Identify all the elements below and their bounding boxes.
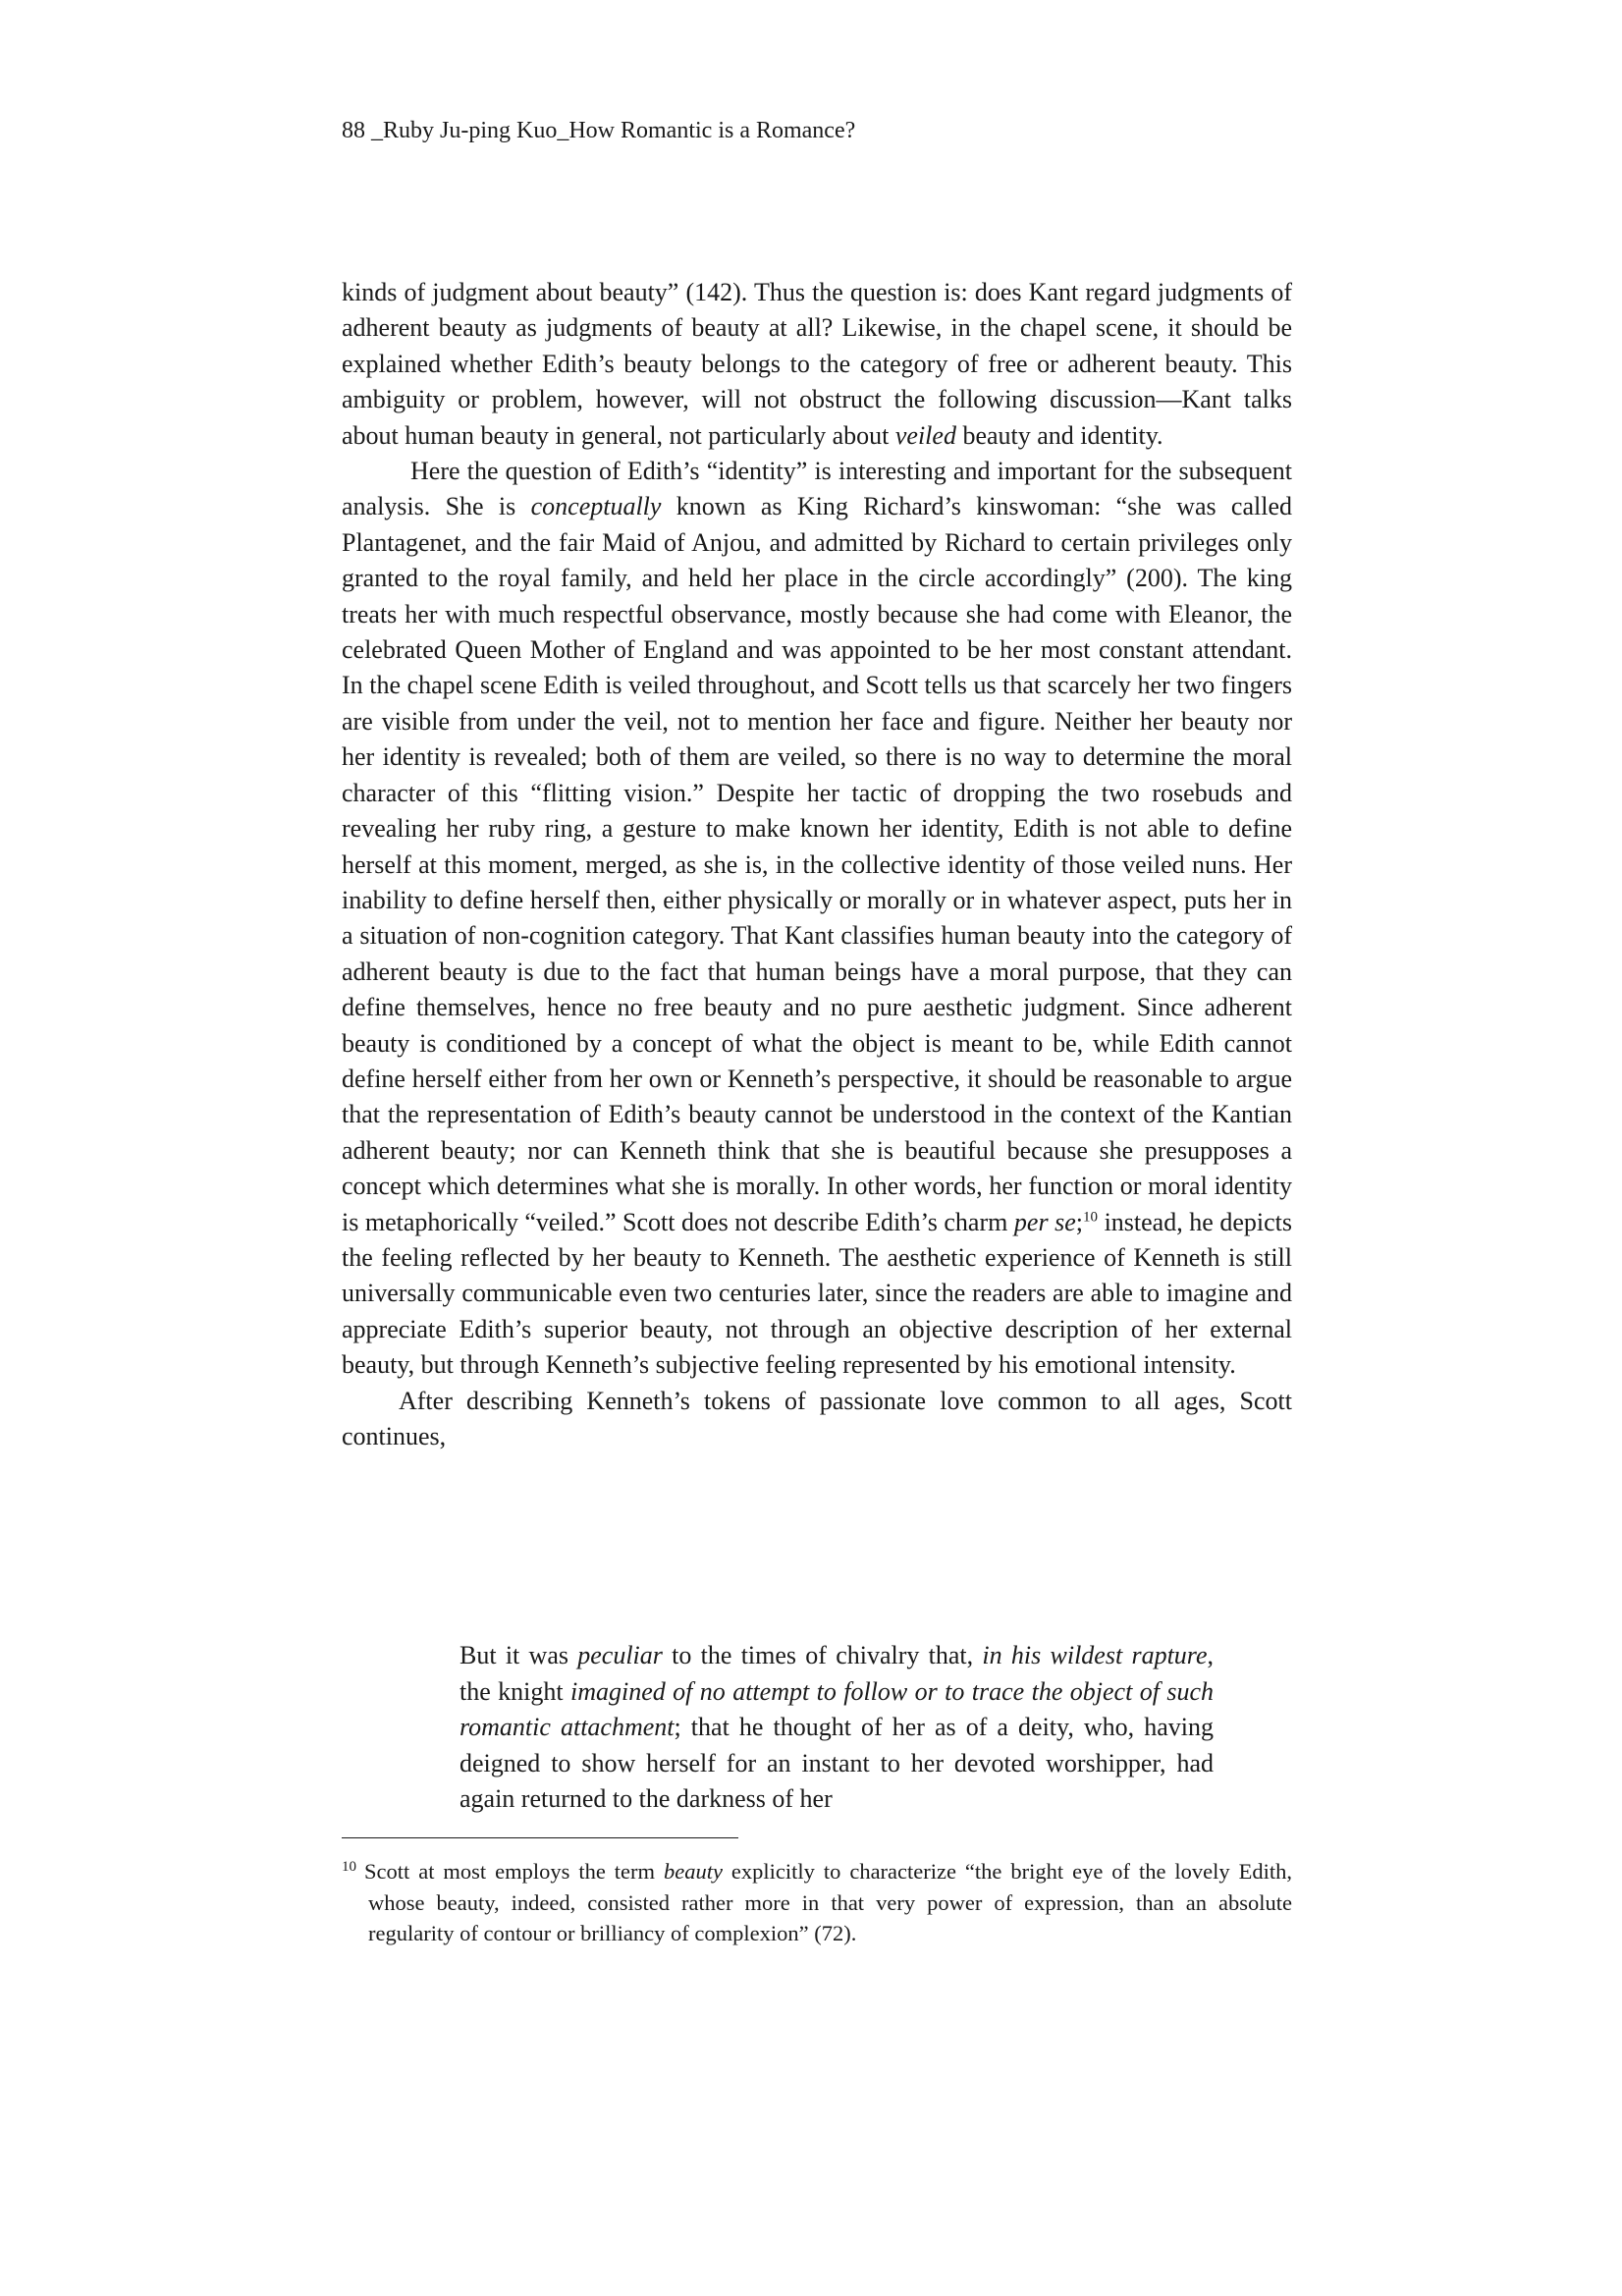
footnote [342,1852,1292,1949]
paragraph-1 [342,275,1292,454]
footnote-marker: 10 [342,1859,356,1875]
text-run: ; that he thought of her as of a deity, who, having deigned to show herself for an instant to her devoted worshipper, had again returned to the darkness of her [460,1713,1214,1814]
block-quote-text [460,1638,1214,1818]
paragraph-3 [342,1384,1292,1455]
block-quote [460,1638,1214,1818]
text-run: ; [1075,1207,1084,1236]
footnote-body [364,1859,1292,1945]
italic-run: per se [1013,1207,1076,1236]
text-run: instead, he depicts the feeling reflected by her beauty to Kenneth. The aesthetic experience of Kenneth is still universally communicable even two centuries later, since the readers are able to imagine and appreciate Edith’s superior beauty, not through an objective description of her external beauty, but through Kenneth’s subjective feeling represented by his emotional intensity. [342,1207,1292,1380]
italic-run: beauty [663,1859,723,1884]
italic-run: conceptually [530,492,662,521]
text-run: to the times of chivalry that, [662,1641,983,1669]
running-title: _Ruby Ju-ping Kuo_How Romantic is a Romance? [371,118,856,143]
italic-run: in his wildest rapture [982,1641,1208,1669]
text-run: Scott at most employs the term [364,1859,664,1884]
footnote-divider [342,1837,738,1838]
footnote-reference: 10 [1083,1208,1099,1225]
text-run: Here the question of Edith’s “identity” is interesting and important for the subsequent analysis. She is [342,457,1292,521]
running-header [342,116,855,145]
text-run: But it was [460,1641,578,1669]
footnote-text [342,1852,1292,1949]
text-run: After describing Kenneth’s tokens of passionate love common to all ages, Scott continues, [342,1386,1292,1450]
text-run: beauty and identity. [955,420,1163,450]
paragraph-2 [342,454,1292,1384]
text-run: kinds of judgment about beauty” (142). Thus the question is: does Kant regard judgments of adherent beauty as judgments of beauty at all? Likewise, in the chapel scene, it should be explained whether Edith’s beauty belongs to the category of free or adherent beauty. This ambiguity or problem, however, will not obstruct the following discussion—Kant talks about human beauty in general, not particularly about [342,278,1292,450]
text-run: known as King Richard’s kinswoman: “she was called Plantagenet, and the fair Maid of Anjou, and admitted by Richard to certain privileges only granted to the royal family, and held her place in the circle accordingly” (200). The king treats her with much respectful observance, mostly because she had come with Eleanor, the celebrated Queen Mother of England and was appointed to be her most constant attendant. In the chapel scene Edith is veiled throughout, and Scott tells us that scarcely her two fingers are visible from under the veil, not to mention her face and figure. Neither her beauty nor her identity is revealed; both of them are veiled, so there is no way to determine the moral character of this “flitting vision.” Despite her tactic of dropping the two rosebuds and revealing her ruby ring, a gesture to make known her identity, Edith is not able to define herself at this moment, merged, as she is, in the collective identity of those veiled nuns. Her inability to define herself then, either physically or morally or in whatever aspect, puts her in a situation of non-cognition category. That Kant classifies human beauty into the category of adherent beauty is due to the fact that human beings have a moral purpose, that they can define themselves, hence no free beauty and no pure aesthetic judgment. Since adherent beauty is conditioned by a concept of what the object is meant to be, while Edith cannot define herself either from her own or Kenneth’s perspective, it should be reasonable to argue that the representation of Edith’s beauty cannot be understood in the context of the Kantian adherent beauty; nor can Kenneth think that she is beautiful because she presupposes a concept which determines what she is morally. In other words, her function or moral identity is metaphorically “veiled.” Scott does not describe Edith’s charm [342,492,1292,1236]
body-text [342,275,1292,1454]
italic-run: peculiar [577,1641,663,1669]
italic-run: imagined of no attempt to follow or to trace the object of such romantic attachment [460,1676,1214,1742]
page-number: 88 [342,118,365,143]
text-run: , the knight [460,1641,1214,1706]
italic-run: veiled [894,420,956,450]
text-run: explicitly to characterize “the bright eye of the lovely Edith, whose beauty, indeed, consisted rather more in that very power of expression, than an absolute regularity of contour or brilliancy of complexion” (72). [368,1859,1292,1945]
